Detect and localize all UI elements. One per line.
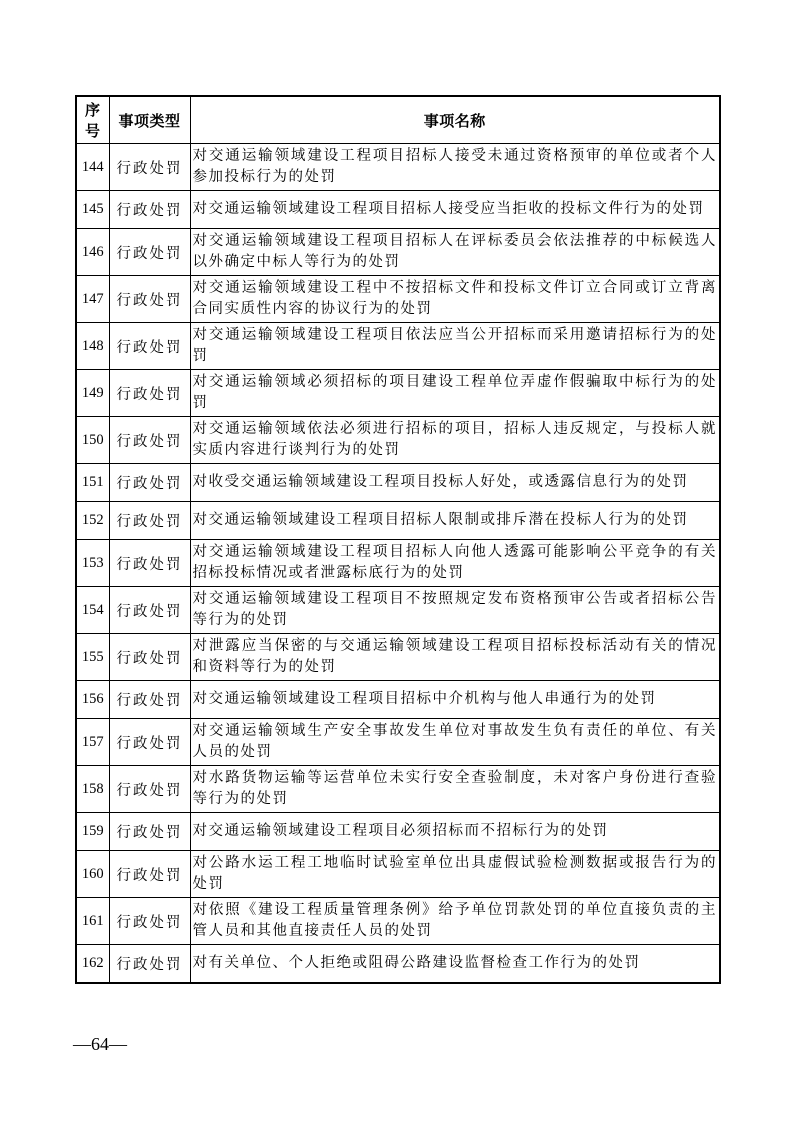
item-name-cell: 对有关单位、个人拒绝或阻碍公路建设监督检查工作行为的处罚 <box>190 945 720 983</box>
item-type-cell: 行政处罚 <box>109 502 190 540</box>
serial-number-cell: 148 <box>76 323 109 370</box>
serial-number-cell: 151 <box>76 464 109 502</box>
table-row <box>76 502 720 540</box>
item-name-cell: 对交通运输领域建设工程项目招标人向他人透露可能影响公平竞争的有关招标投标情况或者泄露标底行为的处罚 <box>190 540 720 587</box>
item-name-cell: 对交通运输领域建设工程中不按招标文件和投标文件订立合同或订立背离合同实质性内容的协议行为的处罚 <box>190 276 720 323</box>
page-number: —64— <box>73 1034 127 1054</box>
table-row <box>76 144 720 191</box>
serial-number-cell: 152 <box>76 502 109 540</box>
table-row <box>76 417 720 464</box>
serial-number-cell: 159 <box>76 813 109 851</box>
table-row <box>76 945 720 983</box>
serial-number-cell: 154 <box>76 587 109 634</box>
serial-number-cell: 156 <box>76 681 109 719</box>
serial-number-cell: 157 <box>76 719 109 766</box>
table-row <box>76 681 720 719</box>
table-body <box>76 144 720 983</box>
item-name-cell: 对交通运输领域必须招标的项目建设工程单位弄虚作假骗取中标行为的处罚 <box>190 370 720 417</box>
serial-number-cell: 150 <box>76 417 109 464</box>
item-type-cell: 行政处罚 <box>109 766 190 813</box>
table-row <box>76 587 720 634</box>
item-name-cell: 对水路货物运输等运营单位未实行安全查验制度，未对客户身份进行查验等行为的处罚 <box>190 766 720 813</box>
item-name-cell: 对交通运输领域依法必须进行招标的项目，招标人违反规定，与投标人就实质内容进行谈判行为的处罚 <box>190 417 720 464</box>
item-type-cell: 行政处罚 <box>109 191 190 229</box>
item-name-cell: 对交通运输领域建设工程项目招标人接受未通过资格预审的单位或者个人参加投标行为的处罚 <box>190 144 720 191</box>
serial-number-cell: 160 <box>76 851 109 898</box>
table-row <box>76 813 720 851</box>
serial-number-cell: 146 <box>76 229 109 276</box>
serial-number-cell: 158 <box>76 766 109 813</box>
table-row <box>76 719 720 766</box>
header-serial-number: 序号 <box>76 96 109 144</box>
table-row <box>76 634 720 681</box>
item-type-cell: 行政处罚 <box>109 945 190 983</box>
item-name-cell: 对交通运输领域建设工程项目招标中介机构与他人串通行为的处罚 <box>190 681 720 719</box>
item-type-cell: 行政处罚 <box>109 851 190 898</box>
item-name-cell: 对交通运输领域建设工程项目招标人在评标委员会依法推荐的中标候选人以外确定中标人等行为的处罚 <box>190 229 720 276</box>
item-type-cell: 行政处罚 <box>109 719 190 766</box>
item-name-cell: 对交通运输领域建设工程项目依法应当公开招标而采用邀请招标行为的处罚 <box>190 323 720 370</box>
item-name-cell: 对交通运输领域生产安全事故发生单位对事故发生负有责任的单位、有关人员的处罚 <box>190 719 720 766</box>
header-item-name: 事项名称 <box>190 96 720 144</box>
serial-number-cell: 162 <box>76 945 109 983</box>
item-type-cell: 行政处罚 <box>109 464 190 502</box>
item-type-cell: 行政处罚 <box>109 540 190 587</box>
item-type-cell: 行政处罚 <box>109 276 190 323</box>
serial-number-cell: 145 <box>76 191 109 229</box>
serial-number-cell: 144 <box>76 144 109 191</box>
serial-number-cell: 147 <box>76 276 109 323</box>
item-type-cell: 行政处罚 <box>109 587 190 634</box>
serial-number-cell: 161 <box>76 898 109 945</box>
item-type-cell: 行政处罚 <box>109 813 190 851</box>
item-type-cell: 行政处罚 <box>109 370 190 417</box>
penalty-items-table <box>75 95 721 984</box>
serial-number-cell: 149 <box>76 370 109 417</box>
item-type-cell: 行政处罚 <box>109 229 190 276</box>
item-name-cell: 对交通运输领域建设工程项目招标人限制或排斥潜在投标人行为的处罚 <box>190 502 720 540</box>
table-row <box>76 766 720 813</box>
table-row <box>76 276 720 323</box>
table-row <box>76 540 720 587</box>
table-row <box>76 898 720 945</box>
item-type-cell: 行政处罚 <box>109 323 190 370</box>
item-name-cell: 对交通运输领域建设工程项目招标人接受应当拒收的投标文件行为的处罚 <box>190 191 720 229</box>
item-name-cell: 对公路水运工程工地临时试验室单位出具虚假试验检测数据或报告行为的处罚 <box>190 851 720 898</box>
serial-number-cell: 153 <box>76 540 109 587</box>
item-name-cell: 对交通运输领域建设工程项目不按照规定发布资格预审公告或者招标公告等行为的处罚 <box>190 587 720 634</box>
table-row <box>76 464 720 502</box>
item-type-cell: 行政处罚 <box>109 681 190 719</box>
item-type-cell: 行政处罚 <box>109 898 190 945</box>
table-row <box>76 323 720 370</box>
table-row <box>76 229 720 276</box>
item-type-cell: 行政处罚 <box>109 634 190 681</box>
item-name-cell: 对依照《建设工程质量管理条例》给予单位罚款处罚的单位直接负责的主管人员和其他直接责任人员的处罚 <box>190 898 720 945</box>
item-name-cell: 对泄露应当保密的与交通运输领域建设工程项目招标投标活动有关的情况和资料等行为的处罚 <box>190 634 720 681</box>
table-header-row <box>76 96 720 144</box>
header-item-type: 事项类型 <box>109 96 190 144</box>
item-name-cell: 对交通运输领域建设工程项目必须招标而不招标行为的处罚 <box>190 813 720 851</box>
item-type-cell: 行政处罚 <box>109 417 190 464</box>
item-name-cell: 对收受交通运输领域建设工程项目投标人好处，或透露信息行为的处罚 <box>190 464 720 502</box>
item-type-cell: 行政处罚 <box>109 144 190 191</box>
serial-number-cell: 155 <box>76 634 109 681</box>
table-row <box>76 191 720 229</box>
table-row <box>76 370 720 417</box>
table-row <box>76 851 720 898</box>
